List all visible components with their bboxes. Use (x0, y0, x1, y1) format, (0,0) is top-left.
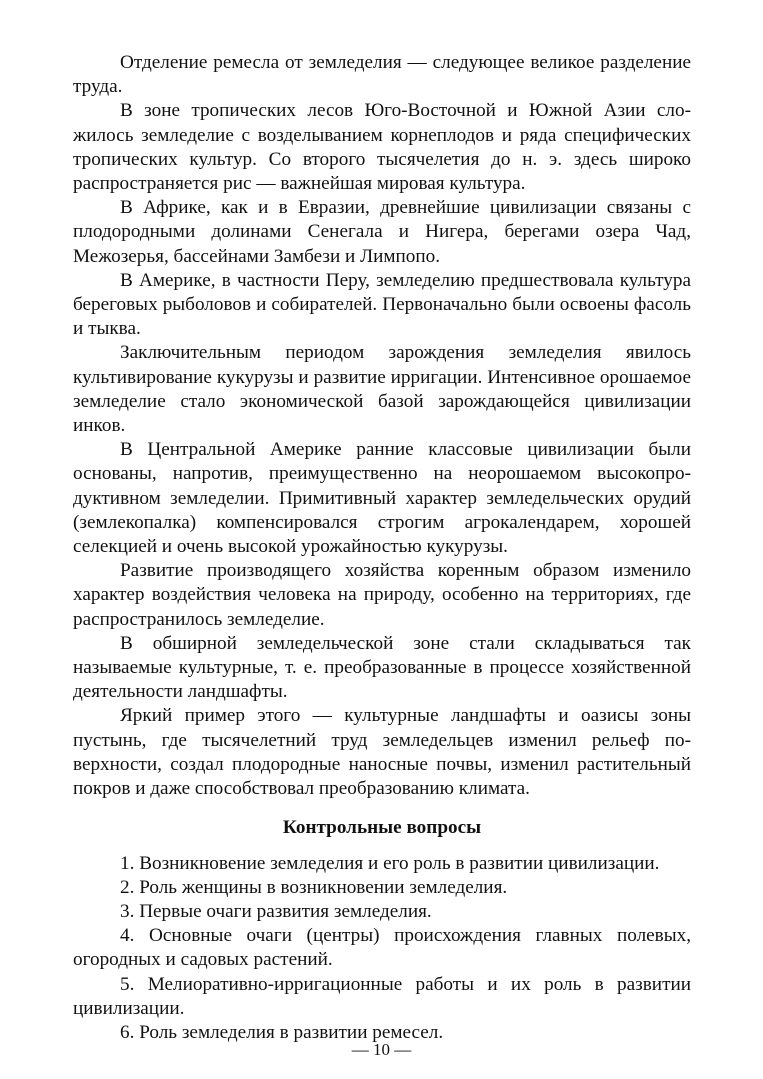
body-paragraph: Яркий пример этого — культурные ландшафты и оазисы зоны пустынь, где тысячелетний труд земледельцев изменил рельеф поверхности, создал плодородные наносные почвы, изменил растительный покров и даже способствовал преобразованию климата. (73, 705, 691, 800)
body-paragraph: В Африке, как и в Евразии, древнейшие цивилизации связаны с плодородными долинами Сенегала и Нигера, берегами озера Чад, Межозерья, бассейнами Замбези и Лимпопо. (73, 197, 691, 267)
document-page (73, 51, 691, 1045)
question-item: 6. Роль земледелия в развитии ремесел. (120, 1021, 444, 1043)
body-paragraph: В Америке, в частности Перу, земледелию предшествовала культура береговых рыболовов и собирателей. Первоначально были освоены фасоль и тыква. (73, 269, 691, 340)
body-paragraph: В зоне тропических лесов Юго-Восточной и Южной Азии сложилось земледелие с возделыванием корнеплодов и ряда специфических тропических культур. Со второго тысячелетия до н. э. здесь широко распространяется рис — важнейшая мировая культура. (73, 100, 691, 195)
body-paragraph: В Центральной Америке ранние классовые цивилизации были основаны, напротив, преимущественно на неорошаемом высокопродуктивном земледелии. Примитивный характер земледельческих орудий (землекопалка) компенсировался строгим агрокалендарем, хорошей селекцией и очень высокой урожайностью кукурузы. (73, 439, 691, 558)
body-paragraph: Заключительным периодом зарождения земледелия явилось культивирование кукурузы и развитие ирригации. Интенсивное орошаемое земледелие стало экономической базой зарождающейся цивилизации инков. (73, 342, 691, 437)
question-item: 2. Роль женщины в возникновении земледелия. (120, 876, 508, 898)
page-number: — 10 — (351, 1040, 412, 1059)
question-item: 5. Мелиоративно-ирригационные работы и их роль в развитии цивилизации. (73, 973, 691, 1019)
question-item: 3. Первые очаги развития земледелия. (120, 900, 432, 922)
questions-heading: Контрольные вопросы (282, 817, 482, 839)
body-paragraph: Развитие производящего хозяйства коренным образом изменило характер воздействия человека на природу, особенно на территориях, где распространилось земледелие. (73, 560, 691, 630)
body-paragraph: Отделение ремесла от земледелия — следующее великое разделение труда. (73, 52, 691, 98)
question-item: 1. Возникновение земледелия и его роль в развитии цивилизации. (120, 852, 660, 874)
body-paragraph: В обширной земледельческой зоне стали складываться так называемые культурные, т. е. преобразованные в процессе хозяйственной деятельности ландшафты. (73, 632, 691, 703)
question-item: 4. Основные очаги (центры) происхождения главных полевых, огородных и садовых растений. (73, 925, 691, 971)
